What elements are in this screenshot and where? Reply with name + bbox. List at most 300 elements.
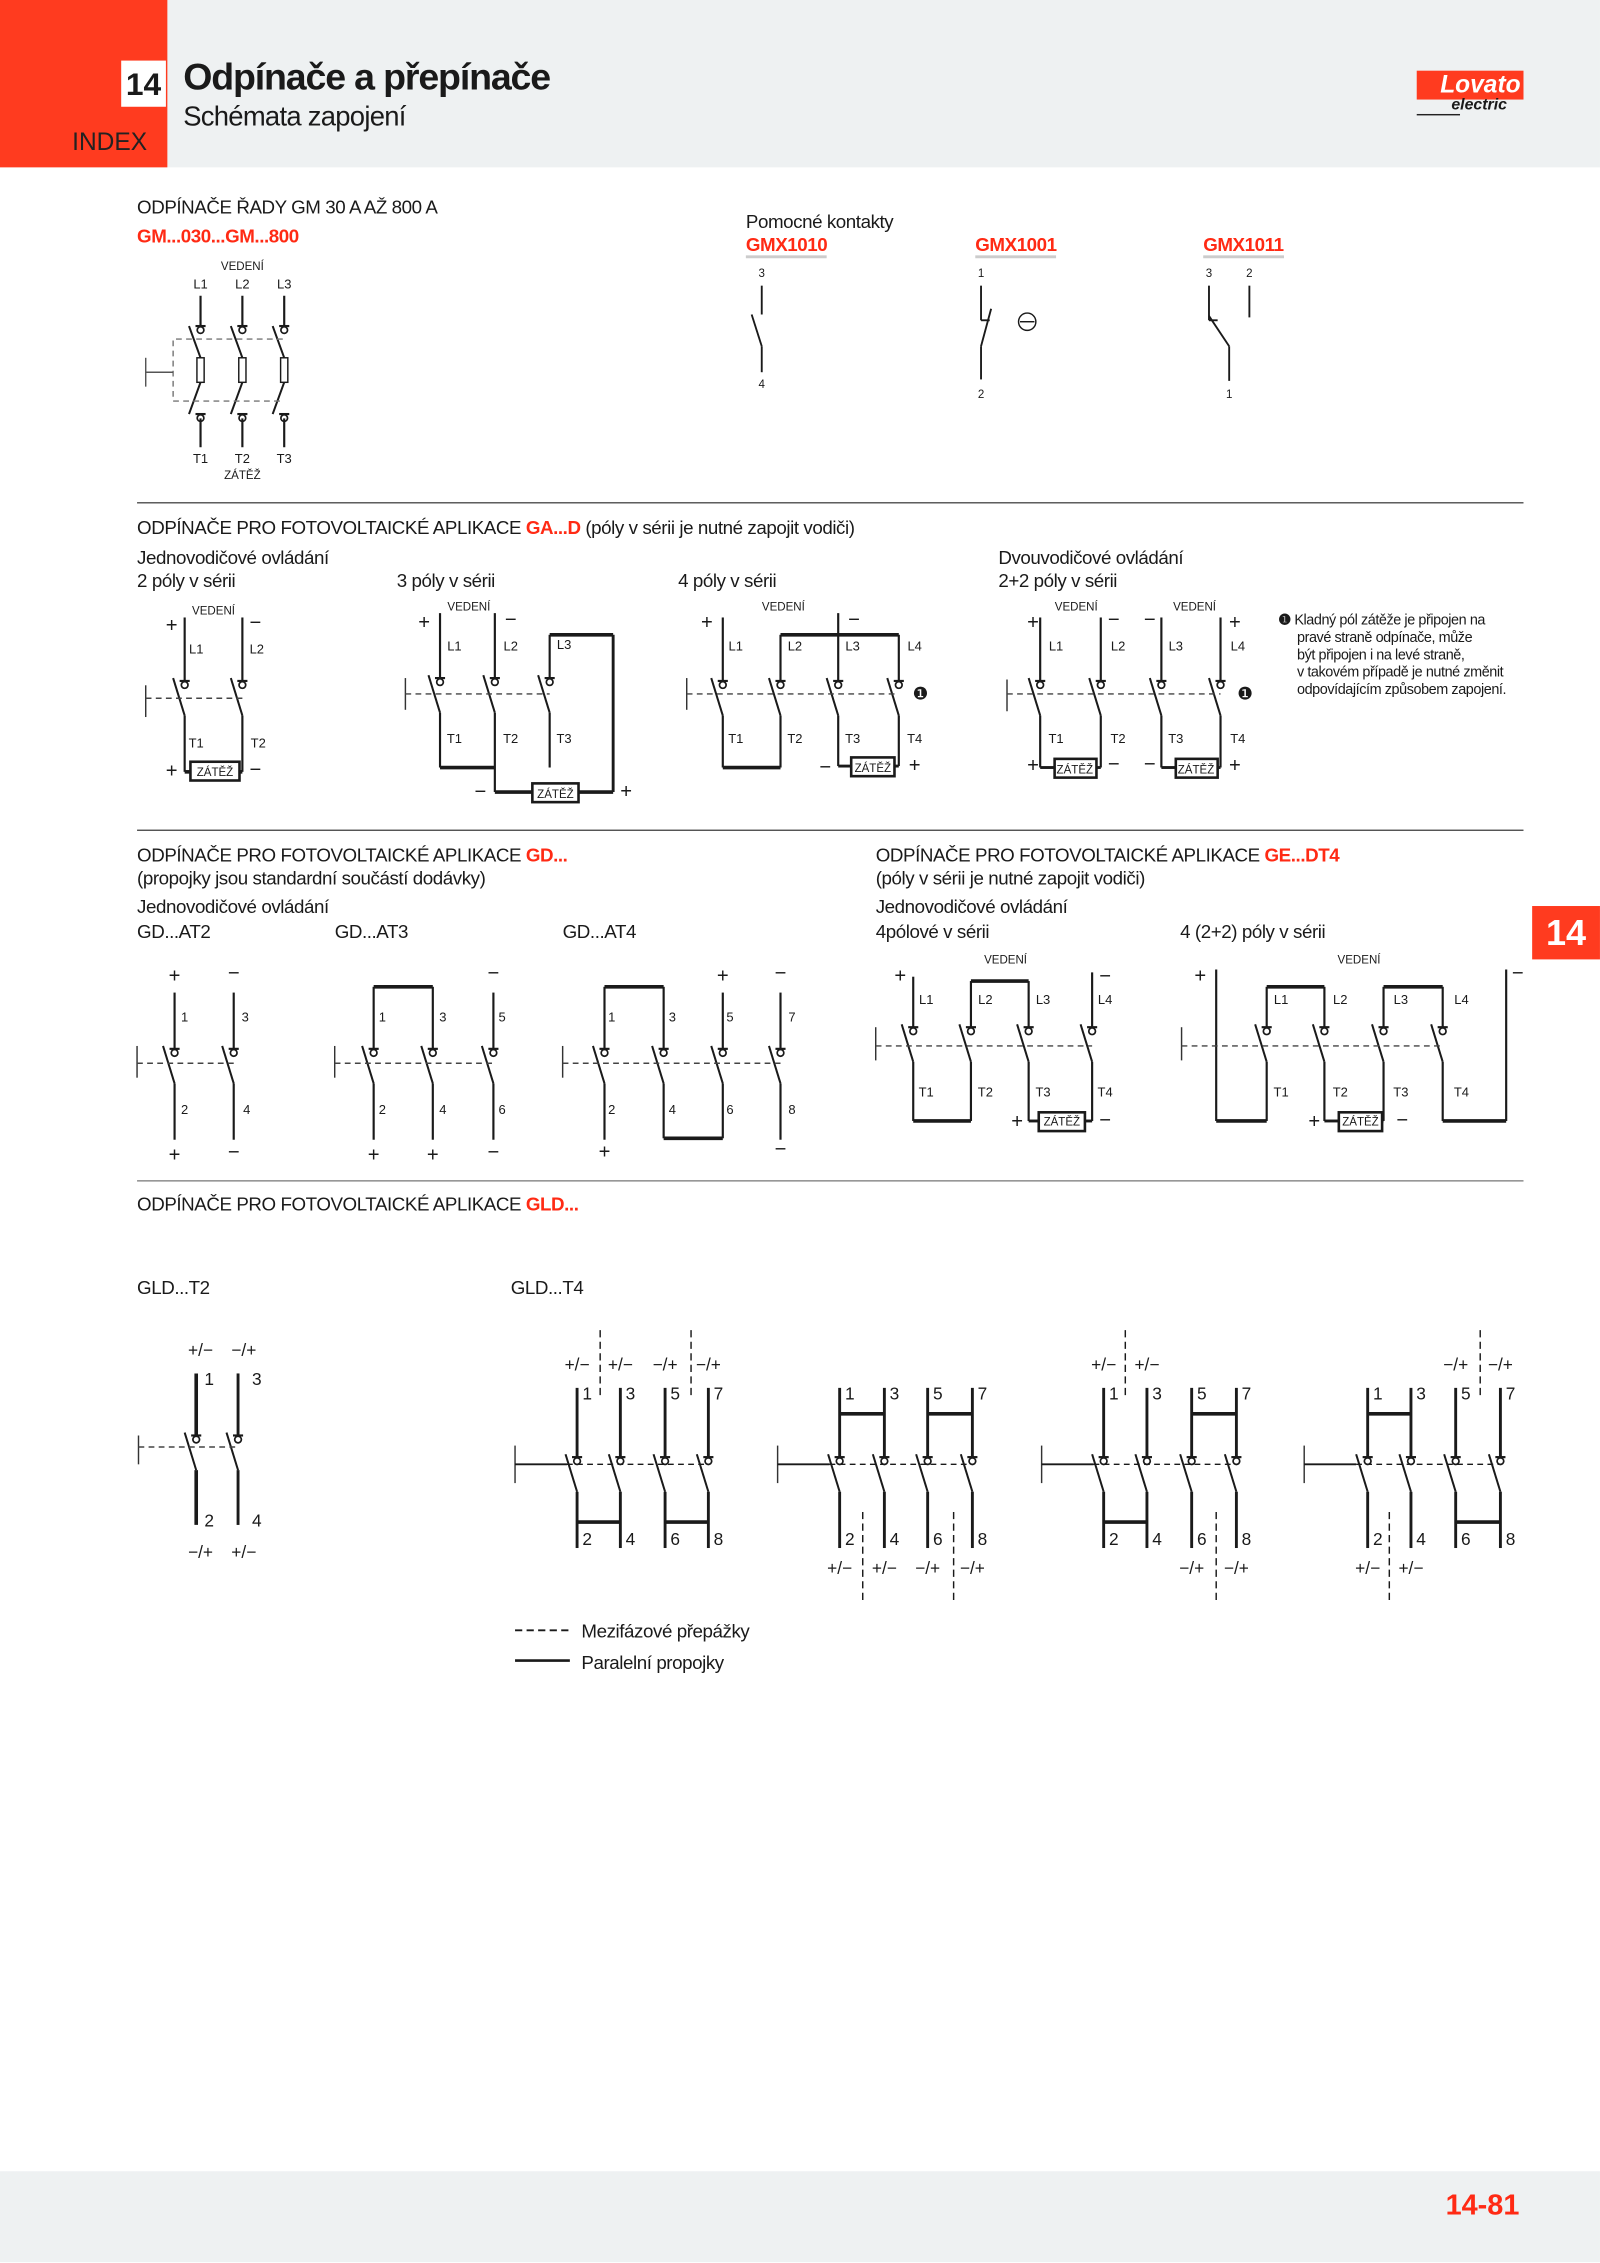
wire [769,1046,781,1084]
diagram-label-signs_bottom: − [249,759,262,782]
wire [1372,1024,1384,1062]
diagram-label-labels: 3 [758,267,765,280]
wire [1356,1454,1368,1492]
wire [827,678,839,716]
diagram-label-load: ZÁTĚŽ [224,469,261,482]
terminal-icon [835,682,842,689]
title-note: (póly v sérii je nutné zapojit vodiči) [580,516,855,539]
title-text: ODPÍNAČE PRO FOTOVOLTAICKÉ APLIKACE [875,843,1265,866]
wire [961,1454,973,1492]
diagram-label-signs_top: + [701,612,713,635]
diagram-label-signs_bottom: −/+ [1179,1557,1205,1578]
diagram-label-signs_top: − [227,962,240,985]
diagram-label-top: 3 [625,1383,636,1404]
diagram-label-top: 1 [608,1009,616,1025]
terminal-icon [171,1050,178,1057]
subtitle-4-pole-series: 4pólové v sérii [875,920,990,943]
chapter-number: 14 [121,61,166,107]
terminal-icon [239,327,246,334]
wire [959,1024,971,1062]
aux-model-gmx1001: GMX1001 [975,234,1056,259]
terminal-icon [492,679,499,686]
legend-separators: Mezifázové přepážky [581,1620,750,1642]
diagram-label-signs_top: − [848,609,860,632]
diagram-label-bottom: 2 [582,1529,592,1550]
diagram-label-signs_top: − [504,609,517,632]
diagram-label-top: 3 [1152,1383,1162,1404]
wire [189,382,201,414]
diagram-label-bottom: T4 [1453,1084,1470,1100]
wire [566,1454,578,1492]
diagram-label-signs_bottom: +/− [1355,1557,1381,1578]
wire [593,1046,605,1084]
single-control-label: Jednovodičové ovládání [875,895,1068,918]
wire [1135,1454,1147,1492]
wire [231,382,243,414]
diagram-label-signs_top: + [894,965,907,988]
title-model: GD... [525,843,568,866]
diagram-label-signs_bottom: − [1107,753,1120,776]
diagram-label-top: 3 [439,1009,447,1025]
terminal-icon [924,1458,931,1465]
diagram-label-top: L2 [235,276,250,292]
diagram-label-top: L1 [193,276,208,292]
diagram-label-signs_top: +/− [1134,1354,1160,1375]
diagram-label-signs_bottom: − [774,1138,787,1161]
title-model: GA...D [525,516,581,539]
diagram-label-load: ZÁTĚŽ [196,767,234,780]
diagram-ga-4p [687,600,928,778]
diagram-label-signs_bottom: + [168,1144,181,1167]
diagram-ga-3p [405,600,632,803]
diagram-gld4b [778,1383,988,1601]
terminal-icon [1321,1028,1328,1035]
diagram-label-signs_bottom: − [819,756,832,779]
diagram-label-signs_top: − [1143,609,1156,632]
diagram-label-top: 3 [889,1383,900,1404]
diagram-label-bottom: T1 [188,735,204,751]
diagram-label-top: L2 [1333,992,1348,1008]
diagram-gld-t2 [138,1340,261,1562]
wire [697,1454,709,1492]
terminal-icon [1233,1458,1240,1465]
title-model: GE...DT4 [1264,843,1340,866]
terminal-icon [705,1458,712,1465]
terminal-icon [1025,1028,1032,1035]
wire [421,1046,433,1084]
diagram-label-vedeni: VEDENÍ [192,605,235,618]
diagram-label-signs_bottom: + [1027,754,1039,777]
diagram-label-signs_bottom: − [1143,753,1156,776]
subtitle-3-poles: 3 póly v sérii [396,569,495,592]
terminal-icon [969,1458,976,1465]
diagram-ga-2p [146,605,266,783]
terminal-icon [662,1458,669,1465]
terminal-icon [1439,1028,1446,1035]
model-gld-t2: GLD...T2 [137,1276,210,1299]
diagram-label-bottom: 8 [977,1529,988,1550]
terminal-icon [429,1050,436,1057]
diagram-label-bottom: T4 [1230,730,1246,746]
terminal-icon [617,1458,624,1465]
wire [273,326,285,358]
terminal-icon [1217,682,1224,689]
diagram-label-bottom: T3 [1168,730,1184,746]
diagram-label-signs_bottom: −/+ [915,1557,941,1578]
terminal-icon [193,1436,200,1443]
title-text: ODPÍNAČE PRO FOTOVOLTAICKÉ APLIKACE [137,1193,526,1215]
diagram-label-load: ZÁTĚŽ [854,762,892,775]
terminal-icon [777,1050,784,1057]
wire [1444,1454,1456,1492]
wire [1489,1454,1501,1492]
terminal-icon [1144,1458,1151,1465]
diagram-label-bottom: T3 [556,730,572,746]
terminal-icon [230,1050,237,1057]
footnote-line: pravé straně odpínače, může [1296,630,1473,647]
page-subtitle: Schémata zapojení [183,102,406,133]
wire [981,309,991,347]
diagram-label-bottom: 4 [251,1510,262,1531]
title-text: ODPÍNAČE PRO FOTOVOLTAICKÉ APLIKACE [137,516,526,539]
diagram-label-signs_top: + [1194,965,1207,988]
terminal-icon [490,1050,497,1057]
diagram-label-top: L3 [1035,992,1051,1008]
wire [887,678,899,716]
footnote-marker: ❶ [1278,613,1291,630]
diagram-label-bottom: 6 [498,1101,506,1117]
diagram-label-bottom: T1 [918,1084,934,1100]
diagram-gmx1011 [1206,268,1253,401]
wire [1180,1454,1192,1492]
diagram-label-signs_bottom: +/− [1398,1557,1424,1578]
diagram-label-bottom: 6 [932,1529,943,1550]
wire [227,1433,239,1471]
diagram-label-bottom: 6 [670,1529,680,1550]
wire [902,1024,914,1062]
diagram-label-bottom: 4 [668,1101,676,1117]
wire [828,1454,840,1492]
diagram-label-bottom: T3 [1035,1084,1051,1100]
terminal-icon [281,327,288,334]
wire [1399,1454,1411,1492]
terminal-icon [235,1436,242,1443]
diagram-label-load: ZÁTĚŽ [1342,1116,1379,1129]
diagram-label-signs_bottom: + [598,1141,611,1164]
wire [1431,1024,1443,1062]
diagram-label-signs_top: + [168,965,181,988]
diagram-label-top: 1 [181,1009,189,1025]
terminal-icon [239,682,246,689]
model-gld-t4: GLD...T4 [510,1276,584,1299]
wire [222,1046,234,1084]
wire [711,678,723,716]
diagram-label-top: 1 [378,1009,386,1025]
diagram-label-top: L3 [276,276,292,292]
diagram-label-top: L3 [1168,638,1184,654]
diagram-label-signs_bottom: −/+ [188,1542,214,1563]
diagram-gld4c [1042,1330,1252,1601]
diagram-label-bottom: T2 [503,730,519,746]
diagram-label-top: L2 [249,641,265,657]
dual-control-label: Dvouvodičové ovládání [998,546,1184,569]
diagram-label-top: 3 [1416,1383,1426,1404]
diagram-label-vedeni: VEDENÍ [1054,601,1098,614]
terminal-icon [1263,1028,1270,1035]
logo-sub: electric [1451,96,1507,114]
diagram-label-bottom: T2 [234,451,250,467]
diagram-label-top: 5 [498,1009,506,1025]
page-title: Odpínače a přepínače [183,54,550,99]
diagram-gld4a [515,1330,723,1549]
diagram-label-signs_top: −/+ [1487,1354,1513,1375]
diagram-label-signs_bottom: + [426,1144,439,1167]
diagram-label-top: 5 [670,1383,680,1404]
terminal-icon [546,679,553,686]
diagram-label-top: L1 [188,641,204,657]
diagram-label-signs_bottom: +/− [231,1542,257,1563]
diagram-label-signs_top: − [774,962,787,985]
diagram-label-vedeni: VEDENÍ [1337,954,1381,967]
terminal-icon [1188,1458,1195,1465]
wire [873,1454,885,1492]
diagram-label-bottom: 4 [1416,1529,1426,1550]
diagram-label-signs_bottom: + [908,754,921,777]
diagram-label-signs_bottom: + [620,780,633,803]
subtitle-2plus2-poles: 2+2 póly v sérii [998,569,1118,592]
diagram-label-signs_top: +/− [1091,1354,1117,1375]
diagram-label-bottom: T1 [1048,730,1064,746]
wire [609,1454,621,1492]
terminal-icon [1364,1458,1371,1465]
diagram-label-bottom: 4 [625,1529,636,1550]
wire [1209,678,1221,716]
diagram-label-signs_top: − [1511,962,1524,985]
diagram-label-top: 5 [726,1009,734,1025]
wire [1313,1024,1325,1062]
diagram-label-load: ZÁTĚŽ [1056,764,1094,777]
model-gd-at2: GD...AT2 [137,920,211,943]
diagram-label-top: L2 [1110,638,1126,654]
diagram-label-marker: ❶ [912,683,929,704]
diagram-label-signs_bottom: + [165,760,178,783]
aux-contacts-title: Pomocné kontakty [745,210,894,233]
diagram-label-bottom: T2 [977,1084,993,1100]
diagram-label-signs_top: + [1229,612,1241,635]
footnote-text: Kladný pól zátěže je připojen na [1294,613,1486,630]
diagram-gmx1010 [752,268,766,391]
diagram-label-bottom: T1 [1273,1084,1289,1100]
diagram-label-top: 7 [1241,1383,1252,1404]
wire [1150,678,1162,716]
diagram-label-top: 1 [582,1383,592,1404]
diagram-label-bottom: 8 [1241,1529,1252,1550]
diagram-label-top: L2 [503,638,518,654]
terminal-icon [1408,1458,1415,1465]
diagram-label-top: L4 [1454,992,1469,1008]
diagram-label-bottom: T2 [787,730,803,746]
diagram-label-top: L1 [918,992,934,1008]
diagram-label-top: L3 [845,638,860,654]
diagram-label-top: 1 [1108,1383,1119,1404]
terminal-icon [1037,682,1044,689]
wire [769,678,781,716]
diagram-label-top: 5 [1196,1383,1207,1404]
diagram-label-bottom: 4 [439,1101,447,1117]
diagram-label-bottom: 8 [1505,1529,1516,1550]
terminal-icon [777,682,784,689]
diagram-label-top: 1 [844,1383,855,1404]
diagram-label-signs_bottom: +/− [871,1557,897,1578]
wire [273,382,285,414]
diagram-label-top: L3 [556,637,572,653]
aux-model-gmx1011: GMX1011 [1203,234,1283,259]
diagram-ge-2plus2 [1182,954,1524,1133]
diagram-label-bottom: T2 [250,735,266,751]
wire [652,1046,664,1084]
terminal-icon [1097,682,1104,689]
subtitle-4-poles: 4 póly v sérii [678,569,777,592]
diagram-label-signs_top: −/+ [231,1340,257,1361]
diagram-label-bottom: 8 [713,1529,724,1550]
diagram-label-vedeni: VEDENÍ [220,260,264,273]
diagram-label-bottom: 2 [1108,1529,1119,1550]
terminal-icon [1158,682,1165,689]
terminal-icon [1380,1028,1387,1035]
diagram-label-top: 1 [204,1368,215,1389]
footnote-line: v takovém případě je nutné změnit [1296,665,1504,681]
diagram-label-top: L1 [728,638,743,654]
wire [916,1454,928,1492]
terminal-icon [197,327,204,334]
diagram-label-labels: 3 [1205,267,1213,280]
diagram-label-signs_bottom: − [227,1141,240,1164]
terminal-icon [1452,1458,1459,1465]
page-number: 14-81 [1445,2190,1520,2222]
diagram-label-bottom: T4 [907,730,923,746]
logo: Lovato [1417,71,1524,100]
diagram-label-bottom: 2 [844,1529,855,1550]
terminal-icon [181,682,188,689]
diagram-label-vedeni: VEDENÍ [1173,601,1217,614]
single-control-label: Jednovodičové ovládání [137,546,329,569]
diagram-label-bottom: 6 [1196,1529,1207,1550]
diagram-gmx1001 [978,268,1036,401]
wire [231,326,243,358]
single-control-label: Jednovodičové ovládání [137,895,329,918]
diagram-gd-at3 [335,963,506,1167]
terminal-icon [719,682,726,689]
diagram-label-load: ZÁTĚŽ [1177,764,1215,777]
diagram-label-signs_top: + [418,612,431,635]
diagram-label-bottom: T1 [728,730,744,746]
diagram-label-signs_bottom: − [487,1141,500,1164]
terminal-icon [895,682,902,689]
wire [231,678,243,716]
section-gd-subtitle: (propojky jsou standardní součástí dodávky) [137,867,486,889]
diagram-label-signs_top: − [249,612,262,635]
diagram-label-signs_top: +/− [607,1354,633,1375]
diagram-label-labels: 2 [1246,267,1253,280]
terminal-icon [968,1028,975,1035]
terminal-icon [660,1050,667,1057]
diagram-label-top: L4 [907,638,922,654]
terminal-icon [574,1458,581,1465]
diagram-label-top: 7 [788,1009,796,1025]
terminal-icon [437,679,444,686]
diagram-label-labels: 1 [1225,389,1233,402]
fuse [239,358,246,383]
diagram-gd-at2 [137,963,250,1167]
diagram-label-top: 7 [977,1383,988,1404]
diagram-ge-4p [876,954,1113,1133]
terminal-icon [1100,1458,1107,1465]
wire [1017,1024,1029,1062]
wire [482,1046,494,1084]
diagram-label-signs_bottom: −/+ [959,1557,985,1578]
side-chapter-tab[interactable]: 14 [1532,906,1600,959]
index-link[interactable]: INDEX [72,128,148,156]
diagram-label-vedeni: VEDENÍ [984,954,1028,967]
diagram-label-signs_top: − [1107,609,1120,632]
diagram-label-bottom: 4 [1152,1529,1162,1550]
model-gd-at3: GD...AT3 [334,920,409,943]
diagram-label-bottom: 2 [204,1510,215,1531]
diagram-label-top: 1 [1372,1383,1383,1404]
diagram-label-top: 3 [241,1009,249,1025]
diagram-label-signs_top: − [487,962,500,985]
diagram-gld4d [1304,1330,1515,1601]
terminal-icon [910,1028,917,1035]
diagram-label-top: L2 [978,992,993,1008]
diagram-label-bottom: T1 [192,451,209,467]
diagram-label-top: 7 [1505,1383,1516,1404]
diagram-label-top: L2 [787,638,803,654]
diagram-label-top: 5 [1460,1383,1471,1404]
diagram-label-bottom: 6 [1460,1529,1471,1550]
section-gm-models: GM...030...GM...800 [137,225,299,247]
diagram-label-bottom: 2 [608,1101,616,1117]
diagram-label-signs_bottom: − [1099,1109,1112,1132]
diagram-label-bottom: 2 [181,1101,189,1117]
wire [173,678,185,716]
terminal-icon [836,1458,843,1465]
section-ge-subtitle: (póly v sérii je nutné zapojit vodiči) [875,867,1145,889]
terminal-icon [881,1458,888,1465]
diagram-label-signs_top: + [716,965,729,988]
diagram-label-signs_top: + [165,614,178,637]
wire [1089,678,1101,716]
wire [752,315,762,347]
diagram-label-load: ZÁTĚŽ [537,788,574,801]
diagram-label-labels: 4 [758,379,765,392]
diagram-label-signs_bottom: + [367,1144,380,1167]
title-text: ODPÍNAČE PRO FOTOVOLTAICKÉ APLIKACE [137,843,526,866]
diagram-label-signs_top: − [1099,965,1112,988]
diagram-label-bottom: T1 [446,730,463,746]
wire [362,1046,374,1084]
diagram-label-vedeni: VEDENÍ [447,601,491,614]
diagram-label-bottom: 6 [726,1101,734,1117]
diagram-label-marker: ❶ [1237,683,1253,704]
diagram-label-bottom: T3 [1393,1084,1409,1100]
dashed-enclosure [173,339,283,401]
fuse [281,358,288,383]
diagram-label-top: L3 [1393,992,1409,1008]
wire [711,1046,723,1084]
diagram-label-bottom: T3 [276,451,292,467]
wire [1225,1454,1237,1492]
